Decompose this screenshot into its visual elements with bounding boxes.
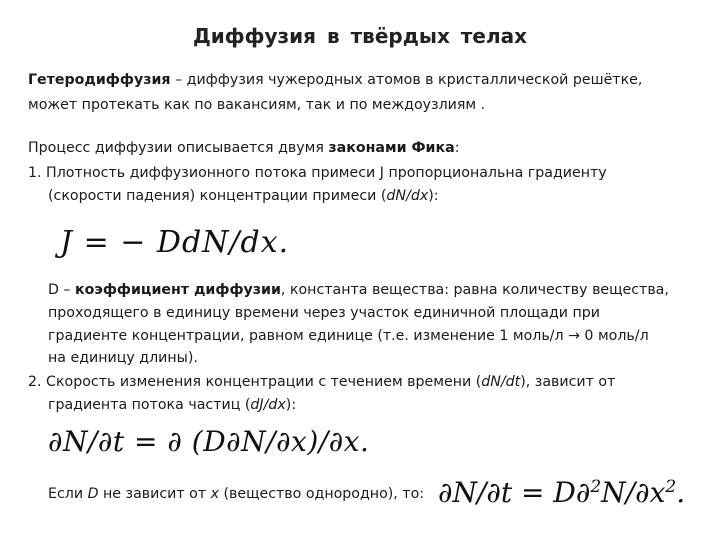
last-prefix: Если — [48, 486, 88, 502]
formula3-sup-1: 2 — [590, 477, 602, 497]
formula3-end: . — [676, 476, 686, 509]
formula-fick-2: ∂N/∂t = ∂ (D∂N/∂x)/∂x. — [48, 425, 370, 458]
law2-expr-1: dN/dt — [481, 374, 521, 390]
process-line — [28, 138, 459, 159]
coef-prefix: D – — [48, 282, 76, 298]
intro-term: Гетеродиффузия — [28, 72, 171, 88]
formula3-mid: N/∂x — [601, 476, 666, 509]
coef-line-3: градиенте концентрации, равном единице (т.е. изменение 1 моль/л → 0 моль/л — [48, 328, 649, 344]
coef-line-1-rest: , константа вещества: равна количеству вещества, — [280, 282, 669, 298]
law1-line-2-suffix: ): — [428, 188, 439, 204]
law2-line-1-prefix: 2. Скорость изменения концентрации с течением времени ( — [28, 374, 482, 390]
last-suffix: (вещество однородно), то: — [219, 486, 425, 502]
law1-expr: dN/dx — [386, 188, 429, 204]
law2-expr-2: dJ/dx — [250, 397, 286, 413]
last-line — [48, 484, 424, 505]
law2-line-2-prefix: градиента потока частиц ( — [48, 397, 251, 413]
law1-line-2 — [48, 186, 439, 207]
last-mid: не зависит от — [98, 486, 211, 502]
coef-line-2: проходящего в единицу времени через участок единичной площади при — [48, 305, 600, 321]
intro-line-2: может протекать как по вакансиям, так и по междоузлиям . — [28, 97, 486, 113]
law1-line-1: 1. Плотность диффузионного потока примеси J пропорциональна градиенту — [28, 165, 607, 181]
coef-line-4: на единицу длины). — [48, 350, 198, 366]
fick-laws-term: законами Фика — [328, 140, 455, 156]
law2-line-2 — [48, 395, 296, 416]
last-x: x — [210, 486, 220, 502]
formula3-sup-2: 2 — [665, 477, 677, 497]
law2-line-1-suffix: ), зависит от — [520, 374, 616, 390]
process-suffix: : — [454, 140, 460, 156]
formula3-lhs: ∂N/∂t = D∂ — [438, 476, 591, 509]
law1-line-2-prefix: (скорости падения) концентрации примеси ( — [48, 188, 387, 204]
last-d: D — [87, 486, 99, 502]
intro-line-1-rest: – диффузия чужеродных атомов в кристаллической решётке, — [170, 72, 643, 88]
formula-fick-2-homogeneous — [438, 476, 685, 509]
coef-line-1 — [48, 280, 669, 301]
law2-line-1 — [28, 372, 615, 393]
coef-term: коэффициент диффузии — [75, 282, 281, 298]
slide-title: Диффузия в твёрдых телах — [192, 24, 528, 48]
process-prefix: Процесс диффузии описывается двумя — [28, 140, 329, 156]
law2-line-2-suffix: ): — [285, 397, 297, 413]
intro-line-1 — [28, 70, 642, 91]
formula-fick-1: J = − DdN/dx. — [60, 225, 290, 260]
